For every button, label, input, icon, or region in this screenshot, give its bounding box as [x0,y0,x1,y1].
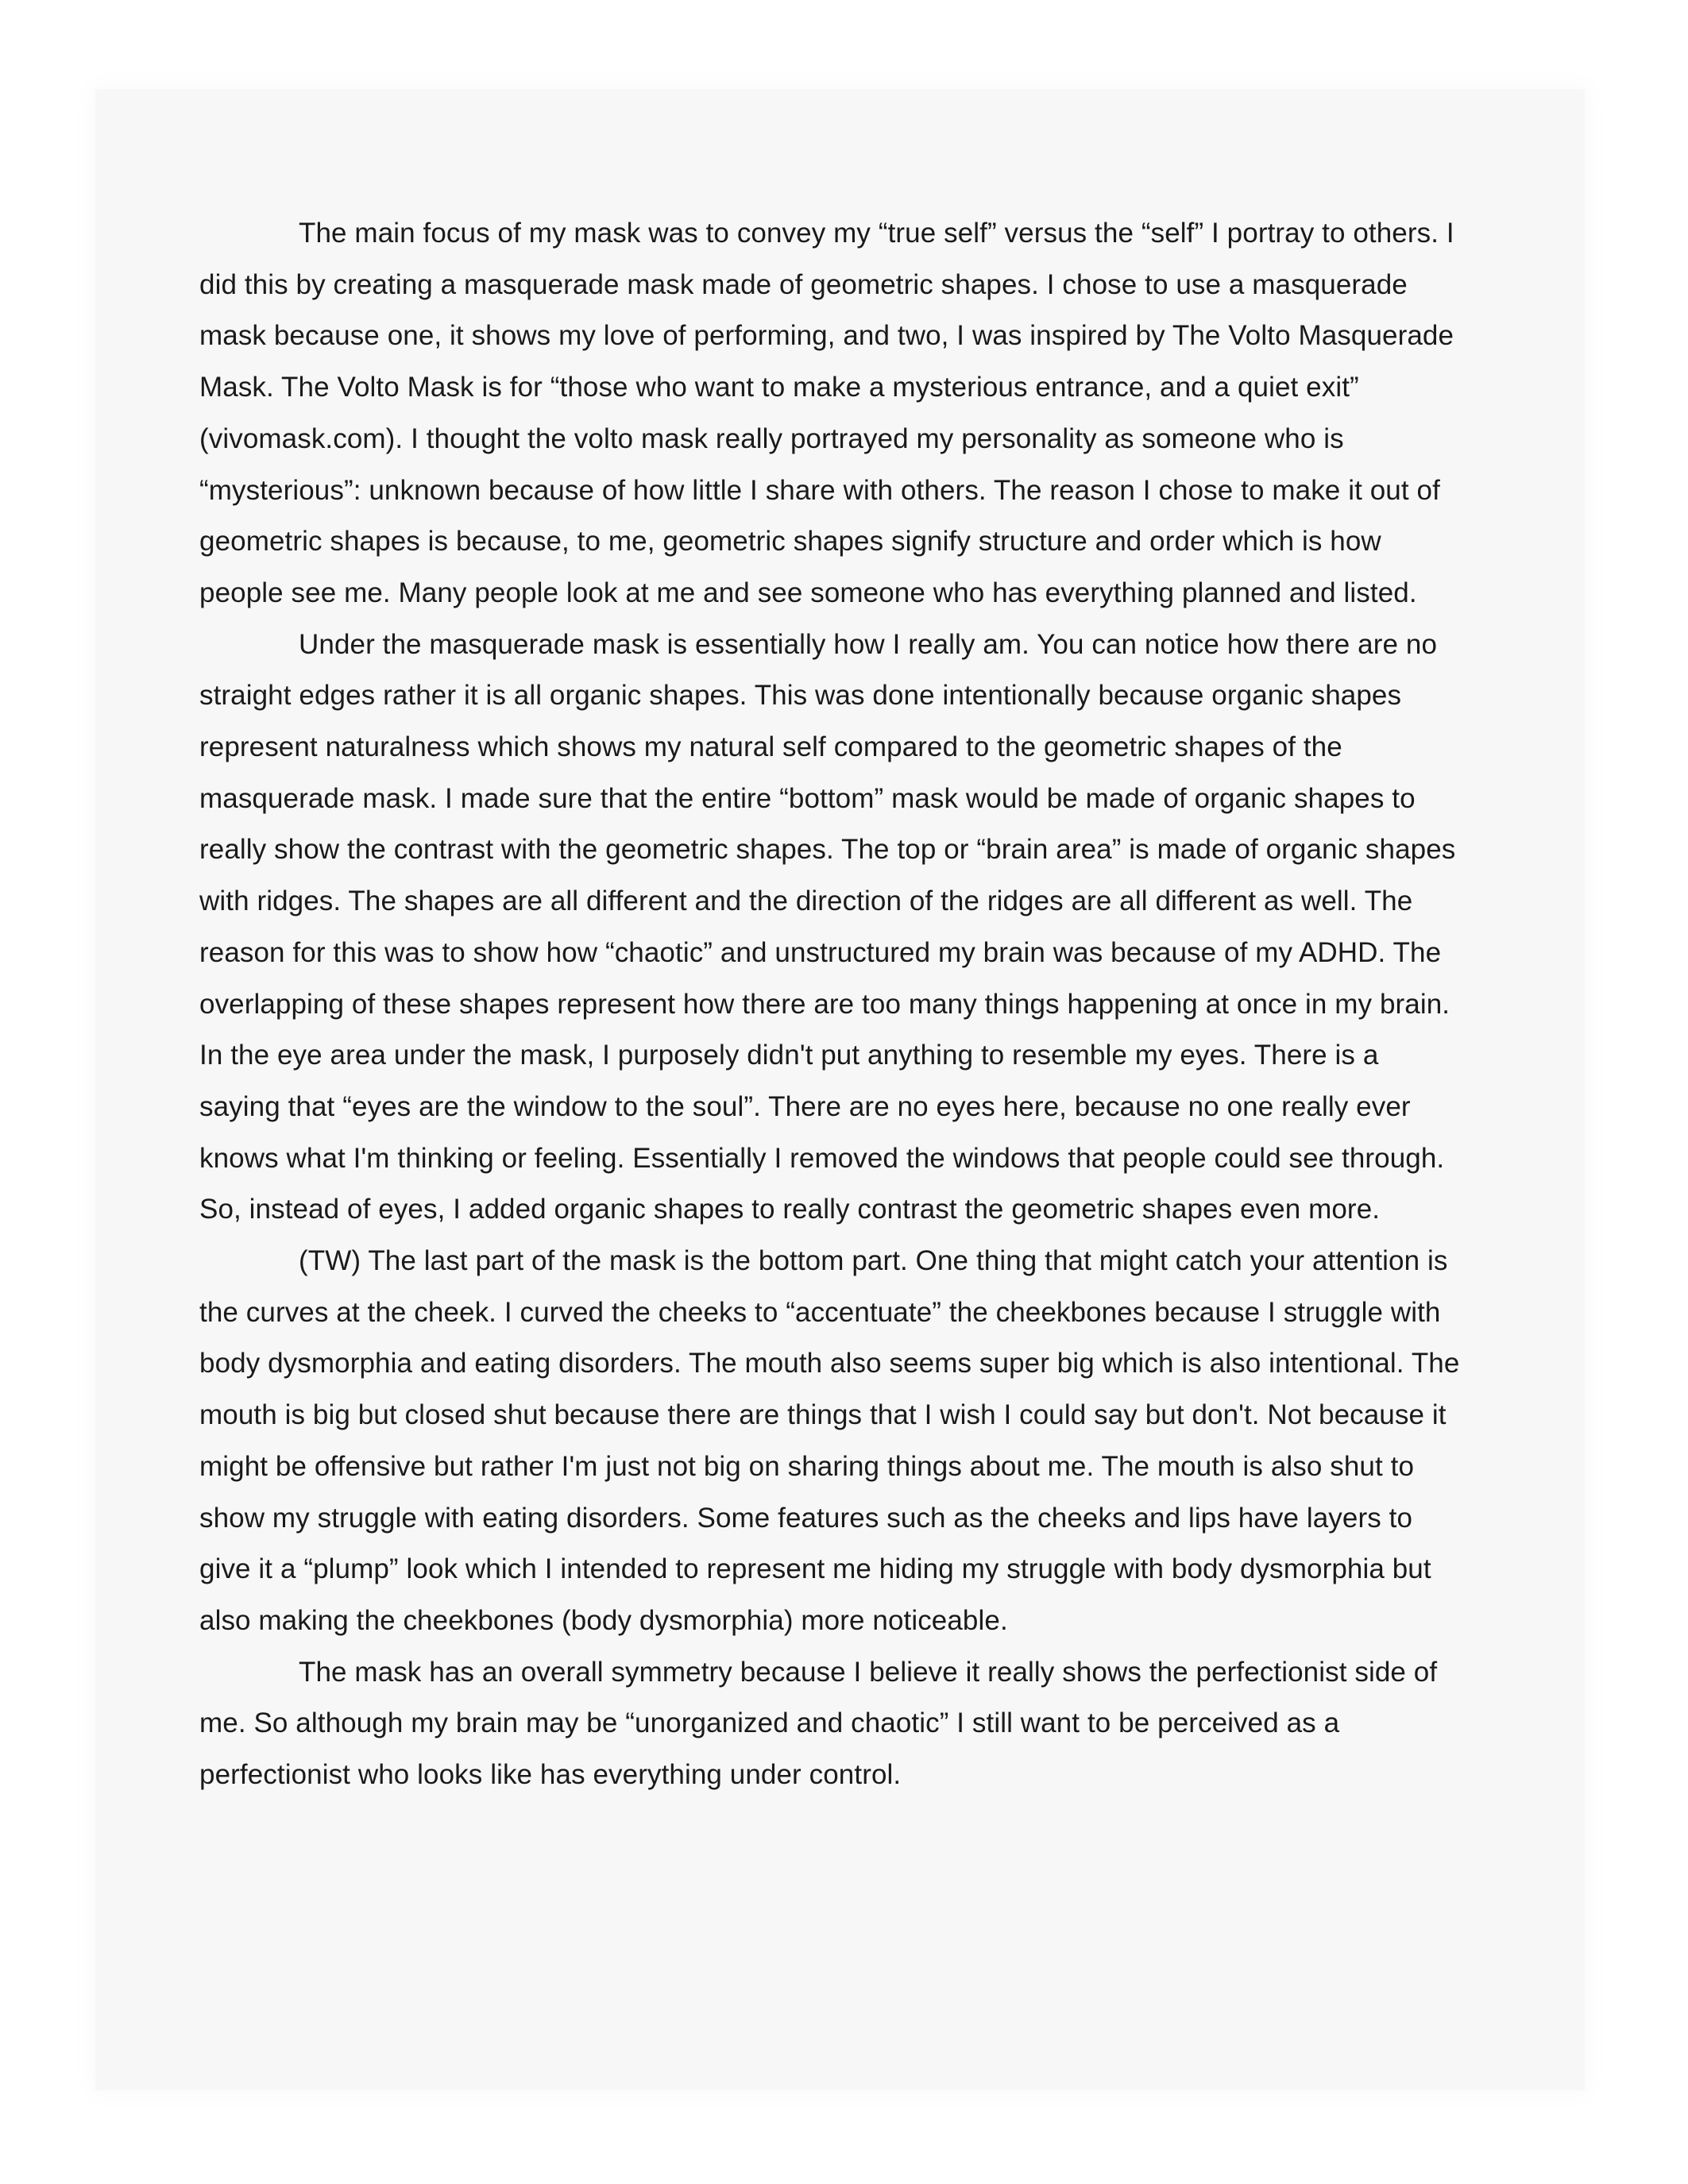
essay-body [199,208,1466,1801]
paragraph-3: (TW) The last part of the mask is the bottom part. One thing that might catch your attention is the curves at the cheek. I curved the cheeks to “accentuate” the cheekbones because I struggle with body dysmorphia and eating disorders. The mouth also seems super big which is also intentional. The mouth is big but closed shut because there are things that I wish I could say but don't. Not because it might be offensive but rather I'm just not big on sharing things about me. The mouth is also shut to show my struggle with eating disorders. Some features such as the cheeks and lips have layers to give it a “plump” look which I intended to represent me hiding my struggle with body dysmorphia but also making the cheekbones (body dysmorphia) more noticeable. [199,1245,1460,1636]
paragraph-1: The main focus of my mask was to convey my “true self” versus the “self” I portray to others. I did this by creating a masquerade mask made of geometric shapes. I chose to use a masquerade mask because one, it shows my love of performing, and two, I was inspired by The Volto Masquerade Mask. The Volto Mask is for “those who want to make a mysterious entrance, and a quiet exit” (vivomask.com). I thought the volto mask really portrayed my personality as someone who is “mysterious”: unknown because of how little I share with others. The reason I chose to make it out of geometric shapes is because, to me, geometric shapes signify structure and order which is how people see me. Many people look at me and see someone who has everything planned and listed. [199,218,1454,608]
paragraph-4: The mask has an overall symmetry because I believe it really shows the perfectionist side of me. So although my brain may be “unorganized and chaotic” I still want to be perceived as a perfectionist who looks like has everything under control. [199,1656,1438,1791]
paragraph-2: Under the masquerade mask is essentially how I really am. You can notice how there are no straight edges rather it is all organic shapes. This was done intentionally because organic shapes represent naturalness which shows my natural self compared to the geometric shapes of the masquerade mask. I made sure that the entire “bottom” mask would be made of organic shapes to really show the contrast with the geometric shapes. The top or “brain area” is made of organic shapes with ridges. The shapes are all different and the direction of the ridges are all different as well. The reason for this was to show how “chaotic” and unstructured my brain was because of my ADHD. The overlapping of these shapes represent how there are too many things happening at once in my brain. In the eye area under the mask, I purposely didn't put anything to resemble my eyes. There is a saying that “eyes are the window to the soul”. There are no eyes here, because no one really ever knows what I'm thinking or feeling. Essentially I removed the windows that people could see through. So, instead of eyes, I added organic shapes to really contrast the geometric shapes even more. [199,628,1456,1225]
